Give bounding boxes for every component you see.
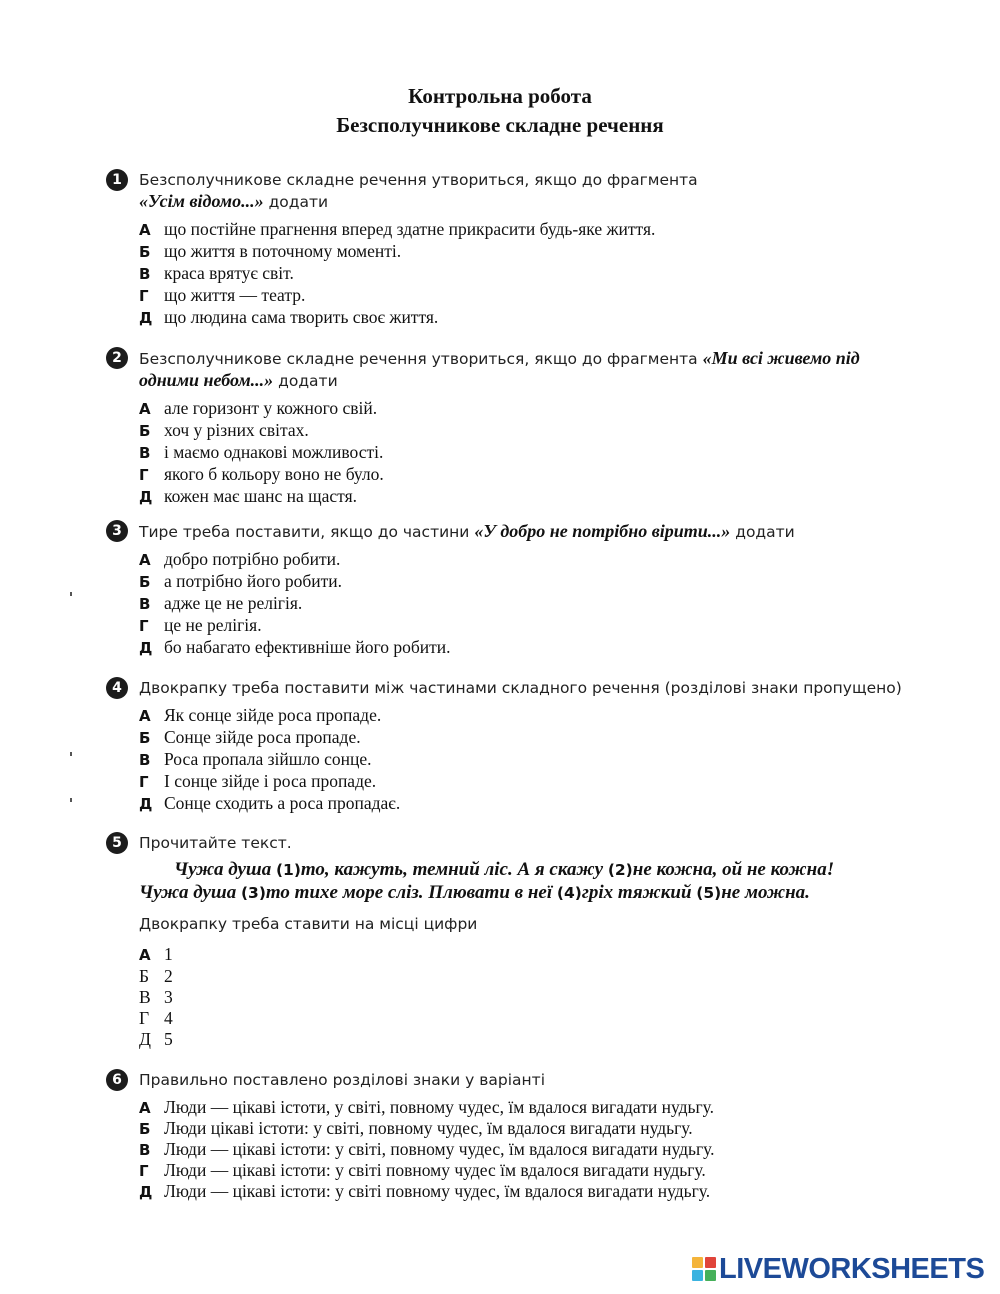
option-letter: В [139, 444, 151, 462]
answer-option-a[interactable] [139, 1096, 714, 1119]
option-text: І сонце зійде і роса пропаде. [164, 771, 377, 791]
answer-option-a[interactable] [139, 397, 377, 420]
option-letter: В [139, 987, 151, 1007]
question-number: 5 [106, 832, 128, 854]
option-letter: Г [139, 466, 149, 484]
answer-option-d[interactable] [139, 306, 438, 329]
scan-mark [70, 798, 72, 802]
poem-fragment: то, кажуть, темний ліс. А я скажу [300, 859, 604, 880]
option-text: добро потрібно робити. [164, 549, 341, 569]
option-text: Люди — цікаві істоти: у світі повному чудес, їм вдалося вигадати нудьгу. [164, 1181, 711, 1201]
option-letter: Г [139, 1008, 150, 1028]
scan-mark [70, 752, 72, 756]
option-text: це не релігія. [164, 615, 262, 635]
option-text: що постійне прагнення вперед здатне прикрасити будь-яке життя. [164, 219, 656, 239]
option-letter: А [139, 221, 151, 239]
option-letter: Д [139, 1183, 153, 1201]
stem-text: Безсполучникове складне речення утвориться, якщо до фрагмента [139, 171, 698, 189]
scan-mark [70, 592, 72, 596]
answer-option-d[interactable] [139, 1180, 710, 1203]
answer-option-a[interactable] [139, 218, 655, 241]
question-number: 3 [106, 520, 128, 542]
stem-text: Правильно поставлено розділові знаки у варіанті [139, 1071, 546, 1089]
answer-option-b[interactable] [139, 1117, 693, 1140]
answer-option-b[interactable] [139, 570, 342, 593]
question-stem [139, 1069, 545, 1091]
option-text: бо набагато ефективніше його робити. [164, 637, 451, 657]
answer-option-v[interactable] [139, 441, 383, 464]
option-text: якого б кольору воно не було. [164, 464, 384, 484]
logo-tile [692, 1257, 703, 1268]
answer-option-h[interactable] [139, 284, 305, 307]
stem-end: додати [268, 193, 329, 211]
answer-option-d[interactable] [139, 485, 357, 508]
option-text: а потрібно його робити. [164, 571, 343, 591]
answer-option-b[interactable] [139, 726, 361, 749]
option-text: але горизонт у кожного свій. [164, 398, 378, 418]
option-text: 2 [164, 966, 173, 986]
logo-tile [692, 1270, 703, 1281]
answer-option-h[interactable] [139, 1007, 173, 1029]
question-stem [139, 677, 902, 699]
option-text: що життя в поточному моменті. [164, 241, 402, 261]
option-text: що життя — театр. [164, 285, 306, 305]
question-number: 2 [106, 347, 128, 369]
answer-option-a[interactable] [139, 548, 340, 571]
option-letter: Б [139, 422, 151, 440]
stem-text: Тире треба поставити, якщо до частини [139, 523, 470, 541]
option-letter: В [139, 595, 151, 613]
answer-option-b[interactable] [139, 240, 401, 263]
option-letter: Г [139, 1162, 149, 1180]
page-title: Контрольна робота [408, 84, 592, 108]
option-letter: Д [139, 488, 153, 506]
option-letter: Б [139, 243, 151, 261]
option-letter: А [139, 946, 151, 964]
option-letter: В [139, 751, 151, 769]
option-letter: Д [139, 309, 153, 327]
option-text: кожен має шанс на щастя. [164, 486, 358, 506]
option-text: Сонце зійде роса пропаде. [164, 727, 361, 747]
poem-line-1 [174, 858, 834, 882]
poem-fragment: гріх тяжкий [581, 882, 692, 903]
answer-option-d[interactable] [139, 1028, 173, 1050]
answer-option-d[interactable] [139, 636, 451, 659]
answer-option-h[interactable] [139, 1159, 706, 1182]
stem-quote: «У добро не потрібно вірити...» [474, 521, 731, 541]
question-stem [139, 169, 698, 191]
liveworksheets-logo [692, 1254, 984, 1284]
option-text: 3 [164, 987, 173, 1007]
option-letter: Г [139, 287, 149, 305]
option-text: 1 [164, 944, 173, 964]
option-text: і маємо однакові можливості. [164, 442, 384, 462]
answer-option-v[interactable] [139, 748, 372, 771]
stem-quote-cont: одними небом...» [139, 370, 274, 390]
gap-marker: (2) [607, 861, 633, 879]
gap-marker: (3) [240, 884, 266, 902]
gap-marker: (1) [275, 861, 301, 879]
option-letter: Д [139, 1029, 151, 1049]
option-letter: Г [139, 773, 149, 791]
option-text: Роса пропала зійшло сонце. [164, 749, 372, 769]
logo-grid-icon [692, 1257, 716, 1281]
poem-fragment: Чужа душа [174, 859, 272, 880]
option-letter: А [139, 1099, 151, 1117]
option-letter: Б [139, 573, 151, 591]
question-stem-line2 [139, 190, 328, 213]
stem-end: додати [278, 372, 338, 390]
stem-text: Безсполучникове складне речення утвориться, якщо до фрагмента [139, 350, 698, 368]
question-number: 1 [106, 169, 128, 191]
stem-text: Прочитайте текст. [139, 834, 292, 852]
answer-option-v[interactable] [139, 986, 173, 1008]
answer-option-h[interactable] [139, 463, 384, 486]
answer-option-a[interactable] [139, 704, 381, 727]
stem-quote: «Ми всі живемо під [702, 348, 860, 368]
answer-option-h[interactable] [139, 770, 376, 793]
question-stem [139, 520, 795, 543]
option-letter: Г [139, 617, 149, 635]
logo-tile [705, 1270, 716, 1281]
question-number: 6 [106, 1069, 128, 1091]
question-number: 4 [106, 677, 128, 699]
option-text: хоч у різних світах. [164, 420, 309, 440]
option-text: краса врятує світ. [164, 263, 294, 283]
page-subtitle: Безсполучникове складне речення [336, 113, 664, 137]
gap-marker: (4) [556, 884, 582, 902]
option-letter: Б [139, 1120, 151, 1138]
logo-text: LIVEWORKSHEETS [719, 1252, 985, 1285]
option-letter: Д [139, 795, 153, 813]
prompt-text: Двокрапку треба ставити на місці цифри [139, 915, 478, 933]
answer-option-a[interactable] [139, 943, 173, 966]
poem-fragment: не кожна, ой не кожна! [632, 859, 835, 880]
option-letter: А [139, 400, 151, 418]
option-letter: Б [139, 729, 151, 747]
option-letter: Б [139, 966, 150, 986]
question-stem [139, 347, 860, 370]
answer-option-b[interactable] [139, 419, 309, 442]
logo-tile [705, 1257, 716, 1268]
poem-fragment: то тихе море сліз. Плювати в неї [265, 882, 553, 903]
option-text: що людина сама творить своє життя. [164, 307, 439, 327]
question-stem-line2 [139, 369, 338, 392]
question-stem [139, 832, 292, 854]
answer-option-v[interactable] [139, 592, 302, 615]
option-text: Сонце сходить а роса пропадає. [164, 793, 401, 813]
option-text: 4 [164, 1008, 173, 1028]
question-prompt [139, 913, 477, 935]
option-letter: В [139, 265, 151, 283]
poem-fragment: не можна. [721, 882, 810, 903]
answer-option-b[interactable] [139, 965, 173, 987]
option-text: адже це не релігія. [164, 593, 303, 613]
option-text: Люди — цікаві істоти, у світі, повному чудес, їм вдалося вигадати нудьгу. [164, 1097, 715, 1117]
option-text: Люди цікаві істоти: у світі, повному чудес, їм вдалося вигадати нудьгу. [164, 1118, 693, 1138]
option-text: 5 [164, 1029, 173, 1049]
stem-quote: «Усім відомо...» [139, 191, 264, 211]
option-letter: Д [139, 639, 153, 657]
option-text: Люди — цікаві істоти: у світі, повному чудес, їм вдалося вигадати нудьгу. [164, 1139, 715, 1159]
poem-line-2 [139, 881, 810, 905]
stem-end: додати [735, 523, 795, 541]
stem-text: Двокрапку треба поставити між частинами складного речення (розділові знаки пропущено) [139, 679, 902, 697]
gap-marker: (5) [696, 884, 722, 902]
answer-option-v[interactable] [139, 1138, 715, 1161]
option-text: Як сонце зійде роса пропаде. [164, 705, 382, 725]
answer-option-d[interactable] [139, 792, 400, 815]
option-letter: А [139, 707, 151, 725]
answer-option-v[interactable] [139, 262, 294, 285]
poem-fragment: Чужа душа [139, 882, 237, 903]
option-letter: В [139, 1141, 151, 1159]
answer-option-h[interactable] [139, 614, 262, 637]
option-letter: А [139, 551, 151, 569]
option-text: Люди — цікаві істоти: у світі повному чудес їм вдалося вигадати нудьгу. [164, 1160, 706, 1180]
